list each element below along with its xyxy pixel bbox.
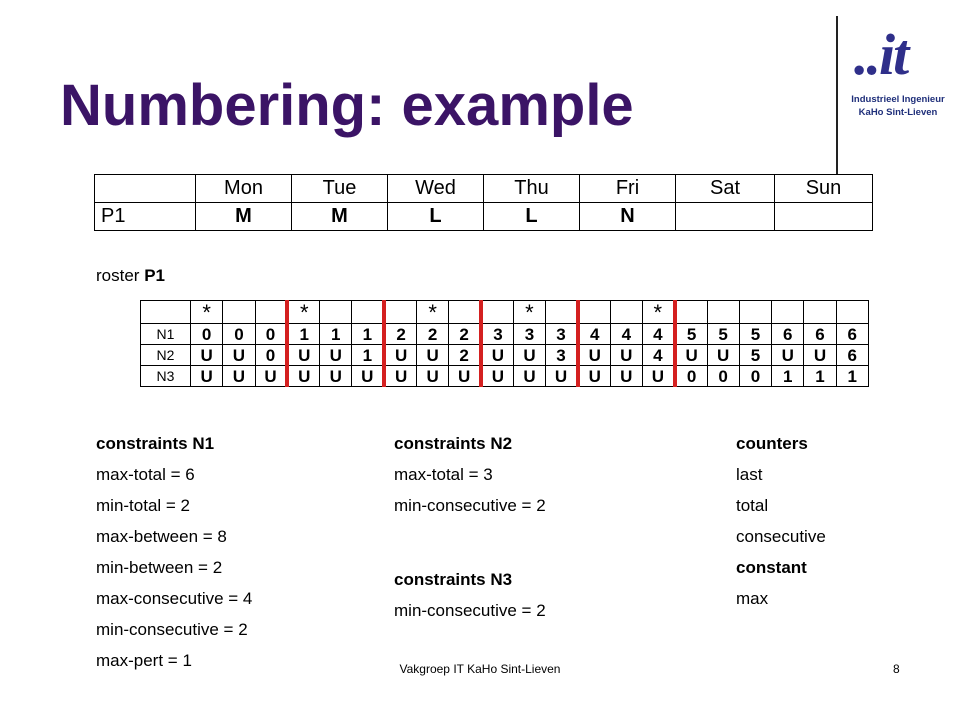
- grid-cell: 4: [642, 324, 674, 345]
- counter-item: total: [736, 496, 769, 515]
- grid-cell: 6: [836, 324, 868, 345]
- constraint-item: max-consecutive = 4: [96, 589, 253, 608]
- grid-cell: 5: [707, 324, 739, 345]
- grid-cell: U: [610, 345, 642, 366]
- grid-cell: 3: [481, 324, 513, 345]
- grid-cell: U: [287, 366, 319, 387]
- grid-cell: 6: [836, 345, 868, 366]
- grid-cell: 4: [642, 345, 674, 366]
- grid-cell: 2: [416, 324, 448, 345]
- grid-cell: 1: [352, 345, 384, 366]
- grid-cell: 3: [513, 324, 545, 345]
- grid-cell: 2: [449, 324, 481, 345]
- grid-cell: U: [287, 345, 319, 366]
- day-header: Sun: [775, 175, 873, 203]
- grid-row-n1: [141, 324, 869, 345]
- shift-cell: [775, 203, 873, 231]
- grid-cell: 0: [255, 324, 287, 345]
- counter-item: consecutive: [736, 527, 826, 546]
- grid-star-cell: *: [642, 301, 674, 324]
- grid-cell: 0: [707, 366, 739, 387]
- constant-item: max: [736, 589, 769, 608]
- shift-cell: M: [292, 203, 388, 231]
- grid-star-cell: [610, 301, 642, 324]
- logo-caption-1: Industrieel Ingenieur: [851, 94, 945, 105]
- roster-label-prefix: roster: [96, 266, 145, 285]
- constraint-item: min-consecutive = 2: [96, 620, 248, 639]
- grid-cell: 2: [449, 345, 481, 366]
- grid-star-cell: [546, 301, 578, 324]
- constraint-item: max-pert = 1: [96, 651, 192, 670]
- constraint-item: min-consecutive = 2: [394, 601, 546, 620]
- grid-cell: 0: [675, 366, 707, 387]
- logo-caption-2: KaHo Sint-Lieven: [858, 107, 938, 118]
- grid-cell: 5: [739, 345, 771, 366]
- grid-cell: U: [772, 345, 804, 366]
- constraints-n2-heading: constraints N2: [394, 434, 513, 453]
- grid-star-cell: [255, 301, 287, 324]
- grid-star-cell: [352, 301, 384, 324]
- grid-cell: U: [610, 366, 642, 387]
- grid-cell: 4: [610, 324, 642, 345]
- grid-cell: 3: [546, 324, 578, 345]
- grid-cell: U: [513, 345, 545, 366]
- week-shift-row: [95, 203, 873, 231]
- grid-star-cell: [739, 301, 771, 324]
- grid-cell: 1: [287, 324, 319, 345]
- roster-label-name: P1: [144, 266, 165, 285]
- day-header: Tue: [292, 175, 388, 203]
- grid-cell: U: [707, 345, 739, 366]
- logo-mark: ..it: [854, 22, 908, 87]
- numbering-grid: [140, 300, 869, 387]
- counters-block: [736, 428, 826, 614]
- shift-cell: M: [196, 203, 292, 231]
- day-header: Thu: [484, 175, 580, 203]
- grid-row-label: N3: [141, 366, 191, 387]
- grid-star-cell: [449, 301, 481, 324]
- grid-cell: 0: [255, 345, 287, 366]
- grid-cell: U: [191, 366, 223, 387]
- grid-star-cell: [384, 301, 416, 324]
- grid-cell: 5: [739, 324, 771, 345]
- grid-row-n2: [141, 345, 869, 366]
- grid-row-label: [141, 301, 191, 324]
- grid-star-cell: *: [191, 301, 223, 324]
- grid-cell: 6: [772, 324, 804, 345]
- grid-cell: 5: [675, 324, 707, 345]
- header-divider: [836, 16, 838, 174]
- grid-star-cell: [481, 301, 513, 324]
- week-header-row: [95, 175, 873, 203]
- constraint-item: max-total = 6: [96, 465, 195, 484]
- grid-star-cell: *: [287, 301, 319, 324]
- grid-cell: U: [255, 366, 287, 387]
- grid-cell: U: [546, 366, 578, 387]
- constraints-n1-block: [96, 428, 252, 676]
- grid-cell: U: [481, 345, 513, 366]
- week-corner-cell: [95, 175, 196, 203]
- grid-cell: 0: [223, 324, 255, 345]
- constraints-n3-block: [394, 564, 546, 626]
- grid-cell: 1: [772, 366, 804, 387]
- grid-cell: U: [352, 366, 384, 387]
- grid-star-cell: *: [513, 301, 545, 324]
- grid-cell: U: [804, 345, 836, 366]
- day-header: Mon: [196, 175, 292, 203]
- shift-cell: N: [580, 203, 676, 231]
- constraint-item: max-between = 8: [96, 527, 227, 546]
- grid-cell: U: [320, 366, 352, 387]
- constraint-item: min-consecutive = 2: [394, 496, 546, 515]
- grid-star-cell: [675, 301, 707, 324]
- grid-cell: 1: [352, 324, 384, 345]
- grid-cell: 1: [804, 366, 836, 387]
- constant-heading: constant: [736, 558, 807, 577]
- grid-cell: U: [223, 345, 255, 366]
- page-number: 8: [893, 662, 900, 676]
- grid-cell: 3: [546, 345, 578, 366]
- grid-cell: U: [513, 366, 545, 387]
- grid-cell: 2: [384, 324, 416, 345]
- roster-label: [96, 266, 165, 286]
- grid-cell: U: [578, 345, 610, 366]
- grid-cell: U: [416, 345, 448, 366]
- grid-row-n3: [141, 366, 869, 387]
- grid-star-cell: [772, 301, 804, 324]
- grid-row-label: N1: [141, 324, 191, 345]
- grid-star-cell: [223, 301, 255, 324]
- counter-item: last: [736, 465, 763, 484]
- grid-row-label: N2: [141, 345, 191, 366]
- shift-cell: L: [484, 203, 580, 231]
- grid-cell: 0: [191, 324, 223, 345]
- week-row-label: P1: [95, 203, 196, 231]
- grid-star-cell: [804, 301, 836, 324]
- grid-cell: 1: [836, 366, 868, 387]
- counters-heading: counters: [736, 434, 808, 453]
- constraints-n2-block: [394, 428, 546, 521]
- grid-cell: U: [578, 366, 610, 387]
- grid-cell: U: [481, 366, 513, 387]
- grid-cell: U: [320, 345, 352, 366]
- day-header: Wed: [388, 175, 484, 203]
- grid-cell: U: [223, 366, 255, 387]
- grid-cell: U: [384, 366, 416, 387]
- grid-star-cell: [578, 301, 610, 324]
- grid-cell: U: [642, 366, 674, 387]
- constraint-item: min-between = 2: [96, 558, 223, 577]
- grid-star-cell: [836, 301, 868, 324]
- grid-cell: 6: [804, 324, 836, 345]
- day-header: Fri: [580, 175, 676, 203]
- grid-cell: U: [384, 345, 416, 366]
- grid-cell: U: [449, 366, 481, 387]
- constraint-item: min-total = 2: [96, 496, 191, 515]
- logo: [848, 22, 948, 122]
- grid-star-cell: [707, 301, 739, 324]
- constraint-item: max-total = 3: [394, 465, 493, 484]
- footer-text: Vakgroep IT KaHo Sint-Lieven: [399, 662, 561, 676]
- grid-cell: 4: [578, 324, 610, 345]
- day-header: Sat: [676, 175, 775, 203]
- shift-cell: L: [388, 203, 484, 231]
- grid-cell: U: [191, 345, 223, 366]
- slide-title: Numbering: example: [60, 73, 634, 138]
- grid-cell: U: [416, 366, 448, 387]
- grid-cell: 1: [320, 324, 352, 345]
- grid-star-cell: [320, 301, 352, 324]
- shift-cell: [676, 203, 775, 231]
- grid-cell: U: [675, 345, 707, 366]
- grid-star-cell: *: [416, 301, 448, 324]
- constraints-n1-heading: constraints N1: [96, 434, 215, 453]
- grid-cell: 0: [739, 366, 771, 387]
- constraints-n3-heading: constraints N3: [394, 570, 513, 589]
- week-table: [94, 174, 873, 231]
- grid-star-row: [141, 301, 869, 324]
